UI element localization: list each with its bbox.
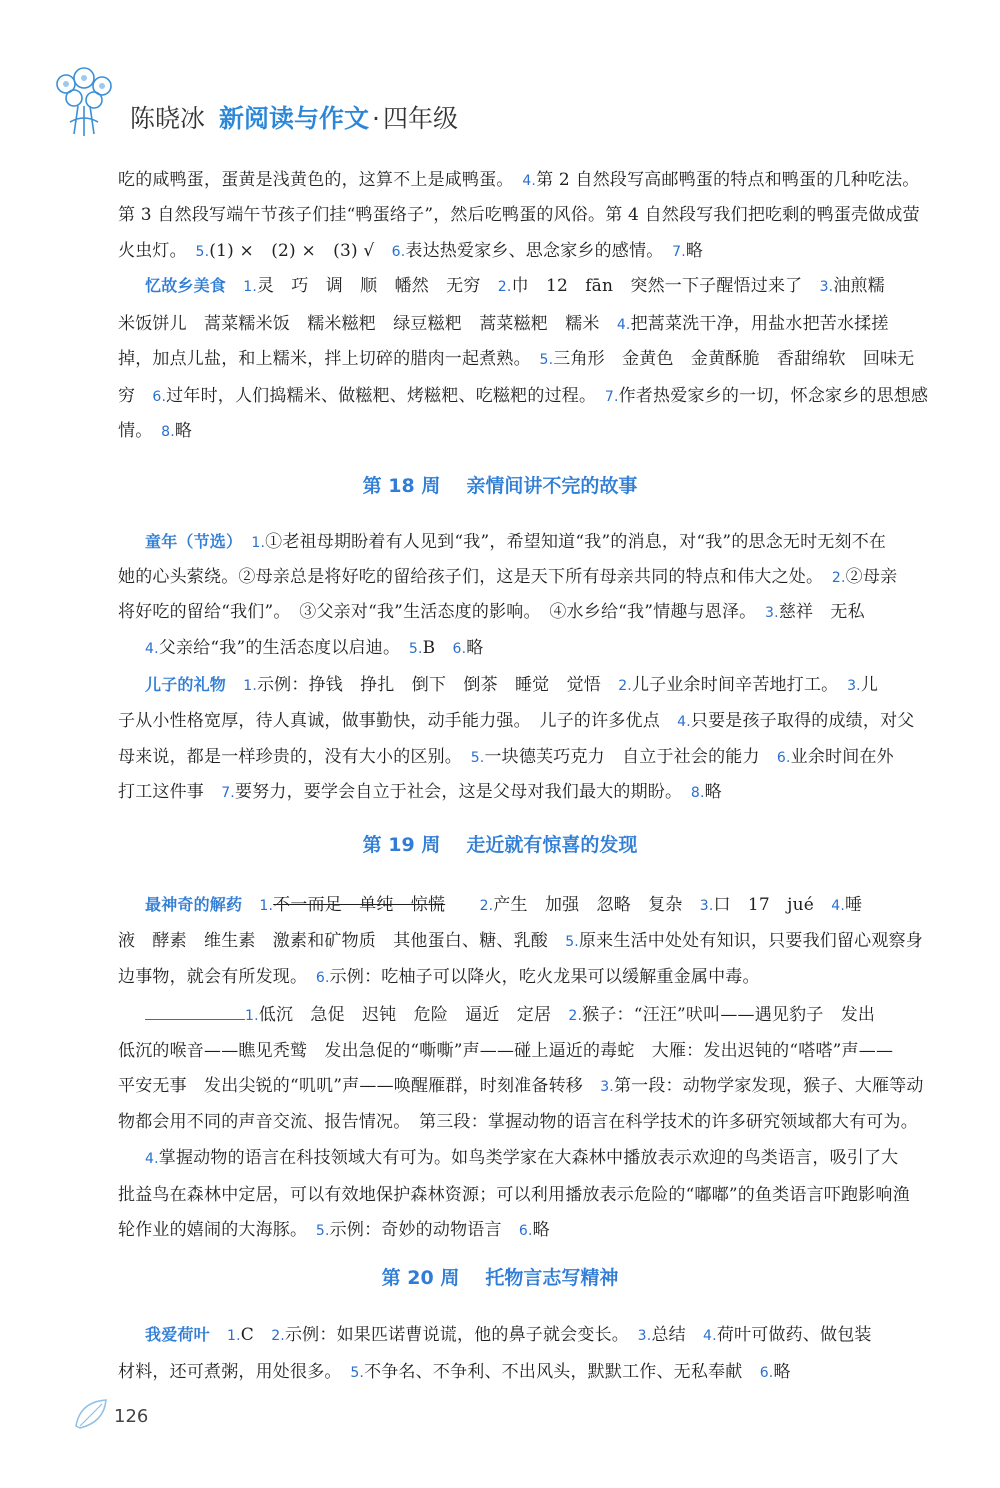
week-19-heading [0,831,1000,859]
answer-text: 批益鸟在森林中定居，可以有效地保护森林资源；可以利用播放表示危险的“嘟嘟”的鱼类语言吓跑影响渔 [118,1185,910,1205]
answer-text: 情。 [118,421,162,441]
answer-text: 慈祥 无私 [778,602,865,622]
question-number: 6. [152,389,167,405]
answer-text: 只要是孩子取得的成绩，对父 [690,711,915,731]
answer-text: 产生 加强 忽略 复杂 [493,895,700,915]
answer-line [145,271,975,302]
passage-title: 儿子的礼物 [145,675,227,694]
answer-line [118,1215,948,1246]
answer-text: 巾 12 fān 突然一下子醒悟过来了 [511,276,820,296]
week-number: 第 18 周 [362,475,441,497]
question-number: 5. [565,934,579,950]
answer-text: C [240,1325,272,1345]
answer-line [118,1357,948,1388]
week-18-heading [0,472,1000,500]
answer-line [118,309,948,340]
question-number: 2. [271,1328,285,1344]
passage-title: 最神奇的解药 [145,895,243,914]
passage-title: 童年（节选） [145,532,235,551]
answer-line [118,926,948,957]
answer-text: 原来生活中处处有知识，只要我们留心观察身 [578,931,923,951]
answer-line [145,1143,975,1174]
answer-text: 边事物，就会有所发现。 [118,967,316,987]
answer-line [145,670,975,701]
question-number: 6. [391,244,406,260]
answer-text: 打工这件事 [118,782,222,802]
answer-text: ①老祖母期盼着有人见到“我”，希望知道“我”的消息，对“我”的思念无时无刻不在 [265,532,887,552]
question-number: 3. [600,1079,614,1095]
answer-text: 穷 [118,386,153,406]
answer-text: 三角形 金黄色 金黄酥脆 香甜绵软 回味无 [553,349,915,369]
question-number: 3. [637,1328,652,1344]
answer-line [145,633,975,664]
answer-text: 液 酵素 维生素 激素和矿物质 其他蛋白、糖、乳酸 [118,931,566,951]
answer-line [118,962,948,993]
answer-line [118,381,948,412]
answer-text: 示例：奇妙的动物语言 [329,1220,519,1240]
page-number: 126 [114,1406,149,1427]
answer-line [118,777,948,808]
answer-text: 一块德芙巧克力 自立于社会的能力 [484,747,777,767]
answer-text: 低沉的喉音——瞧见秃鹫 发出急促的“嘶嘶”声——碰上逼近的毒蛇 大雁：发出迟钝的“嗒嗒”声—— [118,1041,894,1061]
answer-line [118,200,948,230]
answer-text: 示例：挣钱 挣扎 倒下 倒茶 睡觉 觉悟 [256,675,619,695]
week-20-heading [0,1264,1000,1292]
answer-text: 掌握动物的语言在科技领域大有可为。如鸟类学家在大森林中播放表示欢迎的鸟类语言，吸引了大 [158,1148,899,1168]
question-number: 2. [479,898,494,914]
answer-text: B [422,638,453,658]
question-number: 1. [243,678,257,694]
answer-text: 儿 [860,675,879,695]
question-number: 5. [539,352,554,368]
answer-text: 略 [773,1362,791,1382]
question-number: 3. [819,279,834,295]
answer-text: 火虫灯。 [118,241,196,261]
answer-text: 轮作业的嬉闹的大海豚。 [118,1220,316,1240]
answer-text: 米饭饼儿 蒿菜糯米饭 糯米糍粑 绿豆糍粑 蒿菜糍粑 糯米 [118,314,617,334]
question-number: 3. [699,898,714,914]
answer-text: 要努力，要学会自立于社会，这是父母对我们最大的期盼。 [234,782,691,802]
answer-text [445,895,479,915]
answer-text: 材料，还可煮粥，用处很多。 [118,1362,351,1382]
question-number: 7. [221,785,235,801]
answer-text: 作者热爱家乡的一切，怀念家乡的思想感 [618,386,929,406]
week-title: 走近就有惊喜的发现 [466,834,638,856]
passage-title: 我爱荷叶 [145,1325,210,1344]
answer-text: 儿子业余时间辛苦地打工。 [631,675,848,695]
answer-text: 将好吃的留给“我们”。 ③父亲对“我”生活态度的影响。 ④水乡给“我”情趣与恩泽。 [118,602,766,622]
answer-line [118,344,948,375]
answer-text: 平安无事 发出尖锐的“叽叽”声——唤醒雁群，时刻准备转移 [118,1076,601,1096]
question-number: 6. [776,750,791,766]
answer-text: 略 [704,782,722,802]
answer-text: 第 2 自然段写高邮鸭蛋的特点和鸭蛋的几种吃法。 [536,170,920,190]
question-number: 1. [251,535,266,551]
answer-text: 示例：如果匹诺曹说谎，他的鼻子就会变长。 [284,1325,638,1345]
passage-title: 忆故乡美食 [145,276,227,295]
question-number: 5. [350,1365,365,1381]
question-number: 1. [243,279,257,295]
question-number: 5. [470,750,485,766]
week-number: 第 20 周 [381,1267,460,1289]
answer-text: 表达热爱家乡、思念家乡的感情。 [405,241,673,261]
question-number: 8. [690,785,705,801]
question-number: 2. [497,279,512,295]
answer-text [242,895,259,915]
answer-text: 过年时，人们捣糯米、做糍粑、烤糍粑、吃糍粑的过程。 [166,386,605,406]
answer-text: 母来说，都是一样珍贵的，没有大小的区别。 [118,747,471,767]
grade-label: 四年级 [382,104,458,133]
week-number: 第 19 周 [362,834,441,856]
answer-text: (1) × (2) × (3) √ [209,241,392,261]
question-number: 4. [145,1151,159,1167]
answer-text: 口 17 jué [713,895,832,915]
answer-text: 业余时间在外 [790,747,894,767]
answer-text [210,1325,227,1345]
answer-line [118,562,948,593]
question-number: 3. [765,605,779,621]
answer-text: 唾 [845,895,863,915]
question-number: 6. [759,1365,774,1381]
answer-text: 子从小性格宽厚，待人真诚，做事勤快，动手能力强。 儿子的许多优点 [118,711,678,731]
week-title: 托物言志写精神 [485,1267,619,1289]
question-number: 1. [227,1328,241,1344]
question-number: 1. [245,1008,259,1024]
answer-line [145,527,975,558]
week-title: 亲情间讲不完的故事 [466,475,638,497]
question-number: 4. [616,317,631,333]
question-number: 2. [831,570,846,586]
question-number: 2. [618,678,632,694]
answer-text [234,532,251,552]
question-number: 4. [703,1328,717,1344]
question-number: 4. [831,898,845,914]
answer-line [118,1107,948,1137]
question-number: 7. [604,389,619,405]
question-number: 6. [315,970,330,986]
answer-line [118,742,948,773]
blank-title-line [145,1003,245,1020]
question-number: 5. [408,641,423,657]
answer-text: 灵 巧 调 顺 幡然 无穷 [256,276,498,296]
question-number: 5. [315,1223,330,1239]
question-number: 6. [452,641,467,657]
answer-text: 她的心头萦绕。②母亲总是将好吃的留给孩子们，这是天下所有母亲共同的特点和伟大之处。 [118,567,832,587]
struck-answer: 不一而足 单纯 惊慌 [273,895,446,915]
answer-line [145,1000,975,1031]
answer-text: 略 [532,1220,550,1240]
answer-line [118,165,948,196]
answer-text: 略 [466,638,484,658]
answer-text: 略 [174,421,193,441]
answer-text: 油煎糯 [833,276,885,296]
question-number: 2. [568,1008,583,1024]
question-number: 4. [522,173,537,189]
answer-text: 总结 [651,1325,704,1345]
question-number: 8. [161,424,175,440]
question-number: 4. [677,714,691,730]
answer-line [118,1071,948,1102]
answer-text: 第一段：动物学家发现，猴子、大雁等动 [613,1076,924,1096]
answer-text: ②母亲 [845,567,898,587]
question-number: 5. [195,244,210,260]
answer-line [118,1180,948,1210]
answer-text: 父亲给“我”的生活态度以启迪。 [158,638,409,658]
question-number: 4. [145,641,159,657]
series-name: 新阅读与作文 [218,104,369,133]
answer-line [145,1320,975,1351]
answer-line [118,236,948,267]
answer-text [226,675,243,695]
answer-line [118,597,948,628]
question-number: 1. [259,898,274,914]
answer-text: 掉，加点儿盐，和上糯米，拌上切碎的腊肉一起煮熟。 [118,349,540,369]
answer-text: 低沉 急促 迟钝 危险 逼近 定居 [258,1005,569,1025]
answer-text: 把蒿菜洗干净，用盐水把苦水揉搓 [630,314,889,334]
question-number: 3. [847,678,861,694]
answer-text: 第 3 自然段写端午节孩子们挂“鸭蛋络子”，然后吃鸭蛋的风俗。第 4 自然段写我们把吃剩的鸭蛋壳做成萤 [118,205,920,225]
answer-text: 荷叶可做药、做包装 [716,1325,872,1345]
answer-text: 不争名、不争利、不出风头，默默工作、无私奉献 [364,1362,760,1382]
page-footer [70,1386,370,1446]
answer-text: 吃的咸鸭蛋，蛋黄是浅黄色的，这算不上是咸鸭蛋。 [118,170,523,190]
answer-text: 示例：吃柚子可以降火，吃火龙果可以缓解重金属中毒。 [329,967,760,987]
answer-text [226,276,243,296]
answer-line [145,890,975,921]
answer-line [118,1036,948,1066]
answer-text: 物都会用不同的声音交流、报告情况。 第三段：掌握动物的语言在科学技术的许多研究领域都大有可为。 [118,1112,918,1132]
title-separator: · [371,104,380,133]
leaf-icon [70,1392,114,1436]
question-number: 6. [518,1223,533,1239]
question-number: 7. [672,244,686,260]
answer-text: 略 [685,241,704,261]
answer-line [118,416,948,447]
answer-text: 猴子：“汪汪”吠叫——遇见豹子 发出 [582,1005,876,1025]
answer-line [118,706,948,737]
author-name: 陈晓冰 [130,104,206,133]
